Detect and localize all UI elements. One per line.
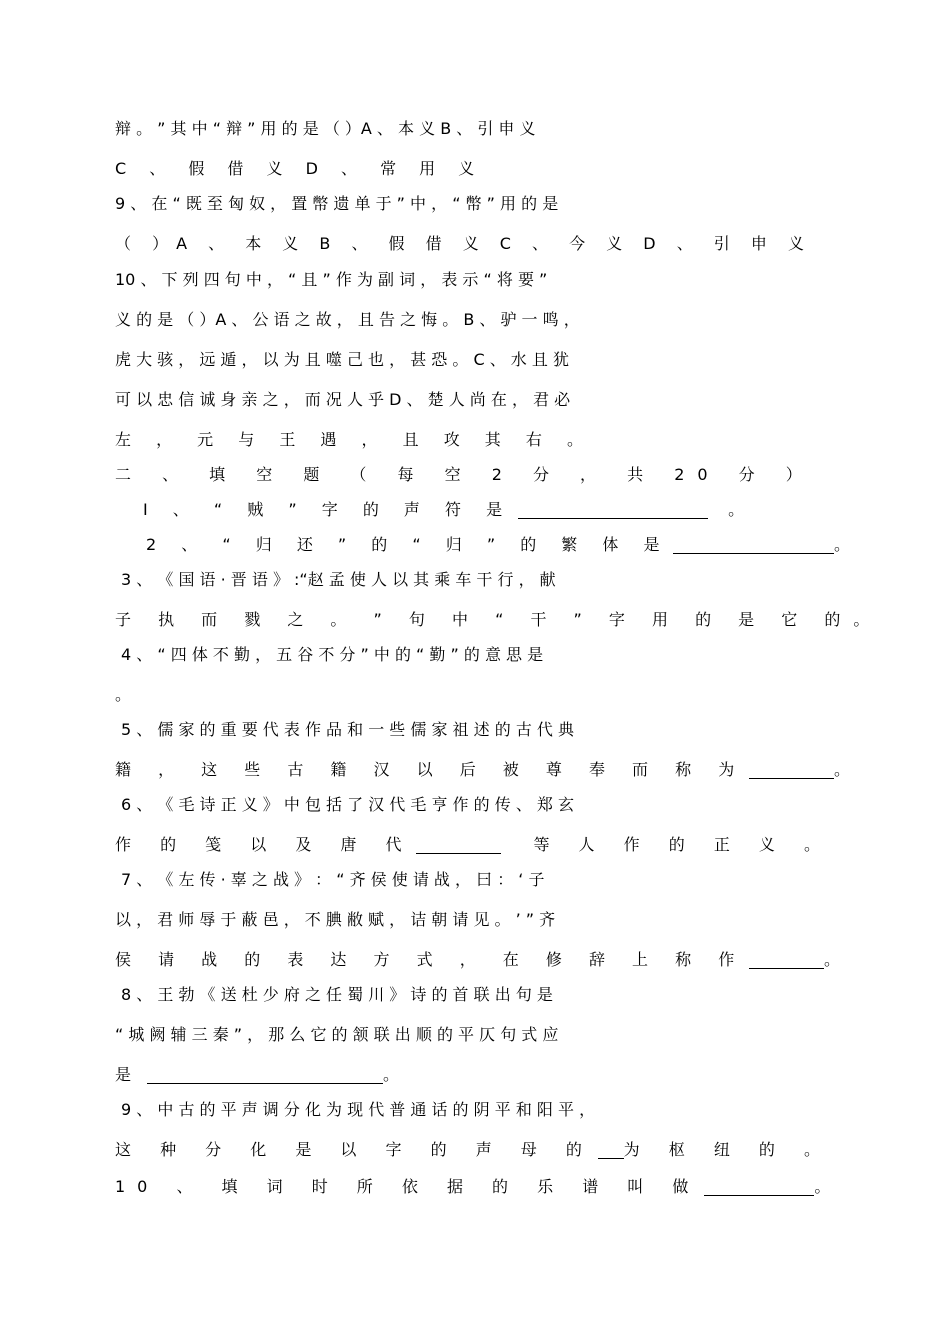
question-10: 10 、 下 列 四 句 中 ， “ 且 ” 作 为 副 词 ， 表 示 “ 将 要 ” — [115, 270, 548, 289]
answer-blank[interactable] — [749, 762, 834, 779]
answer-blank[interactable] — [749, 952, 824, 969]
answer-blank[interactable] — [518, 502, 708, 519]
answer-blank[interactable] — [704, 1179, 814, 1196]
text-line: 子 执 而 戮 之 。 ” 句 中 “ 干 ” 字 用 的 是 它 的 。 — [115, 610, 870, 629]
text-line: 是 。 — [115, 1065, 400, 1084]
fill-question-4: 4 、 “ 四 体 不 勤 ， 五 谷 不 分 ” 中 的 “ 勤 ” 的 意 思 是 — [121, 645, 544, 664]
section-heading: 二 、 填 空 题 （ 每 空 2 分 ， 共 20 分 ） — [115, 465, 815, 484]
fill-question-3: 3 、 《 国 语 · 晋 语 》 :“赵 孟 使 人 以 其 乘 车 干 行 ， 献 — [121, 570, 556, 589]
fill-question-10: 10 、 填 词 时 所 依 据 的 乐 谱 叫 做 。 — [115, 1177, 831, 1196]
text-line: 虎 大 骇 ， 远 遁 ， 以 为 且 噬 己 也 ， 甚 恐 。 C 、 水 且 犹 — [115, 350, 569, 369]
fill-question-9: 9 、 中 古 的 平 声 调 分 化 为 现 代 普 通 话 的 阴 平 和 阳 平 ， — [121, 1100, 596, 1119]
text-line: 义 的 是 （ ）A 、 公 语 之 故 ， 且 告 之 悔 。 B 、 驴 一 鸣 ， — [115, 310, 580, 329]
answer-blank[interactable] — [598, 1142, 624, 1159]
text-line: 这 种 分 化 是 以 字 的 声 母 的 为 枢 纽 的 。 — [115, 1140, 832, 1159]
text-line: 籍 ， 这 些 古 籍 汉 以 后 被 尊 奉 而 称 为 。 — [115, 760, 850, 779]
question-9: 9 、 在 “ 既 至 匈 奴 ， 置 幣 遗 单 于 ” 中 ， “ 幣 ” 用 的 是 — [115, 194, 559, 213]
text-line: 以 ， 君 师 辱 于 蔽 邑 ， 不 腆 敝 赋 ， 诘 朝 请 见 。 ’ ” 齐 — [115, 910, 556, 929]
fill-question-6: 6 、 《 毛 诗 正 义 》 中 包 括 了 汉 代 毛 亨 作 的 传 、 郑 玄 — [121, 795, 574, 814]
answer-blank-line: 。 — [115, 685, 132, 704]
fill-question-5: 5 、 儒 家 的 重 要 代 表 作 品 和 一 些 儒 家 祖 述 的 古 代 典 — [121, 720, 574, 739]
answer-blank[interactable] — [147, 1067, 383, 1084]
text-line: 可 以 忠 信 诚 身 亲 之 ， 而 况 人 乎 D 、 楚 人 尚 在 ， 君 必 — [115, 390, 571, 409]
fill-question-7: 7 、 《 左 传 · 辜 之 战 》 ： “ 齐 侯 使 请 战 ， 曰 ： ‘ 子 — [121, 870, 545, 889]
answer-blank[interactable] — [673, 537, 834, 554]
fill-question-1: I 、 “ 贼 ” 字 的 声 符 是 。 — [143, 500, 745, 519]
fill-question-2: 2 、 “ 归 还 ” 的 “ 归 ” 的 繁 体 是 。 — [146, 535, 850, 554]
text-line: 作 的 笺 以 及 唐 代 等 人 作 的 正 义 。 — [115, 835, 832, 854]
text-line: C 、 假 借 义 D 、 常 用 义 — [115, 159, 484, 178]
text-line: 辩 。 ” 其 中 “ 辩 ” 用 的 是 （ ）A 、 本 义 B 、 引 申 义 — [115, 119, 536, 138]
text-line: （ ）A 、 本 义 B 、 假 借 义 C 、 今 义 D 、 引 申 义 — [115, 234, 812, 253]
text-line: “ 城 阙 辅 三 秦 ” ， 那 么 它 的 颔 联 出 顺 的 平 仄 句 式 应 — [115, 1025, 559, 1044]
fill-question-8: 8 、 王 勃 《 送 杜 少 府 之 任 蜀 川 》 诗 的 首 联 出 句 是 — [121, 985, 553, 1004]
text-line: 左 ， 元 与 王 遇 ， 且 攻 其 右 。 — [115, 430, 593, 449]
answer-blank[interactable] — [416, 837, 502, 854]
text-line: 侯 请 战 的 表 达 方 式 ， 在 修 辞 上 称 作 。 — [115, 950, 840, 969]
